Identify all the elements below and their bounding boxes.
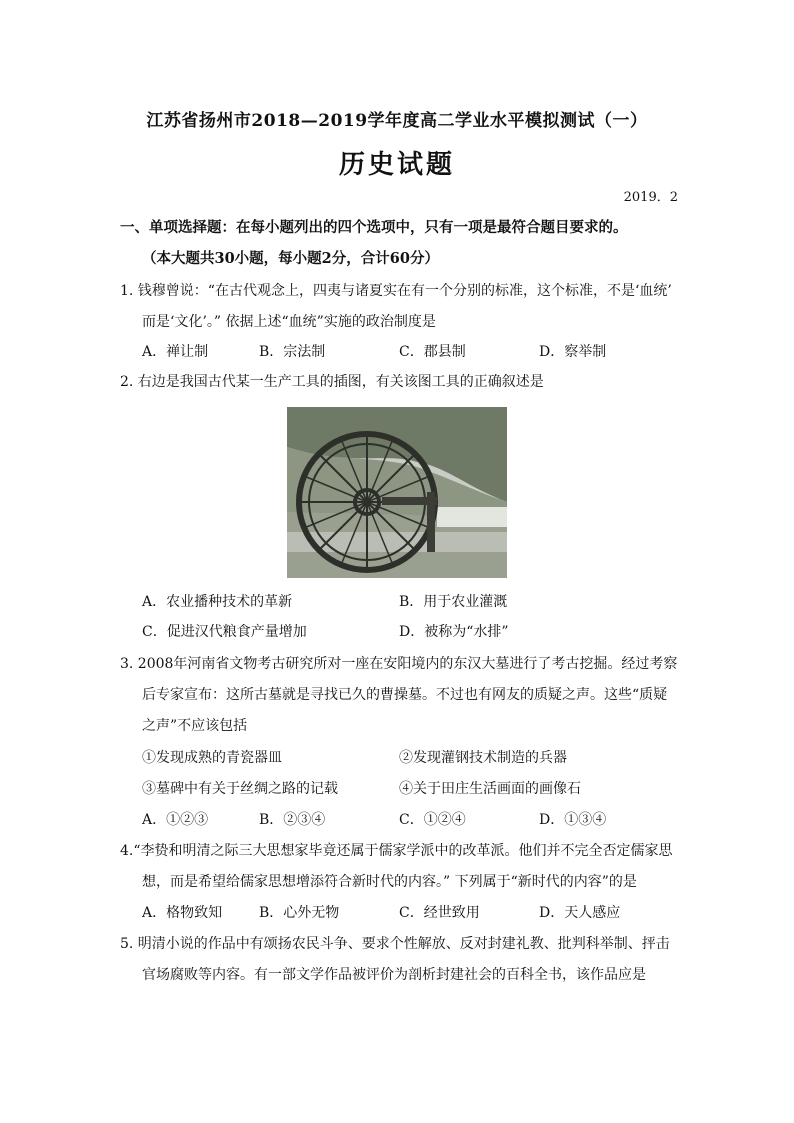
q2-option-d[interactable]: D．被称为“水排” <box>399 624 509 640</box>
q3-item-3: ③墓碑中有关于丝绸之路的记载 <box>142 781 338 797</box>
q1-option-a[interactable]: A．禅让制 <box>142 344 209 360</box>
q2-option-a[interactable]: A．农业播种技术的革新 <box>142 594 293 610</box>
q4-line-1: 4.“李贽和明清之际三大思想家毕竟还属于儒家学派中的改革派。他们并不完全否定儒家思 <box>120 843 673 859</box>
q2-line-1: 2. 右边是我国古代某一生产工具的插图，有关该图工具的正确叙述是 <box>120 374 544 390</box>
waterwheel-photo <box>287 407 507 578</box>
q3-option-c[interactable]: C．①②④ <box>399 812 466 828</box>
q2-option-b[interactable]: B．用于农业灌溉 <box>399 594 508 610</box>
q4-line-2: 想，而是希望给儒家思想增添符合新时代的内容。” 下列属于“新时代的内容”的是 <box>142 874 637 890</box>
q3-line-2: 后专家宣布：这所古墓就是寻找已久的曹操墓。不过也有网友的质疑之声。这些“质疑 <box>142 687 668 703</box>
q4-option-a[interactable]: A．格物致知 <box>142 905 223 921</box>
subject-title: 历史试题 <box>338 150 455 180</box>
q3-item-2: ②发现灌钢技术制造的兵器 <box>399 750 567 766</box>
q3-line-1: 3. 2008年河南省文物考古研究所对一座在安阳境内的东汉大墓进行了考古挖掘。经过考察 <box>120 656 678 672</box>
section-heading: 一、单项选择题：在每小题列出的四个选项中，只有一项是最符合题目要求的。 <box>120 219 628 236</box>
q5-line-1: 5. 明清小说的作品中有颂扬农民斗争、要求个性解放、反对封建礼教、批判科举制、抨击 <box>120 936 670 952</box>
exam-date: 2019．2 <box>623 190 678 205</box>
q3-option-a[interactable]: A．①②③ <box>142 812 209 828</box>
q1-option-d[interactable]: D．察举制 <box>539 344 607 360</box>
q5-line-2: 官场腐败等内容。有一部文学作品被评价为剖析封建社会的百科全书，该作品应是 <box>142 967 646 983</box>
q2-option-c[interactable]: C．促进汉代粮食产量增加 <box>142 624 307 640</box>
q1-line-2: 而是‘文化’。” 依据上述“血统”实施的政治制度是 <box>142 314 436 330</box>
q4-option-b[interactable]: B．心外无物 <box>259 905 340 921</box>
q1-line-1: 1. 钱穆曾说：“在古代观念上，四夷与诸夏实在有一个分别的标准，这个标准，不是‘血统’ <box>120 283 672 299</box>
q3-item-4: ④关于田庄生活画面的画像石 <box>399 781 581 797</box>
q3-option-d[interactable]: D．①③④ <box>539 812 607 828</box>
q4-option-c[interactable]: C．经世致用 <box>399 905 480 921</box>
q1-option-c[interactable]: C．郡县制 <box>399 344 466 360</box>
q3-line-3: 之声”不应该包括 <box>142 718 248 734</box>
q3-option-b[interactable]: B．②③④ <box>259 812 326 828</box>
q4-option-d[interactable]: D．天人感应 <box>539 905 621 921</box>
q1-option-b[interactable]: B．宗法制 <box>259 344 326 360</box>
exam-title: 江苏省扬州市2018—2019学年度高二学业水平模拟测试（一） <box>146 111 648 131</box>
section-note: （本大题共30小题，每小题2分，合计60分） <box>142 250 439 267</box>
q3-item-1: ①发现成熟的青瓷器皿 <box>142 750 282 766</box>
